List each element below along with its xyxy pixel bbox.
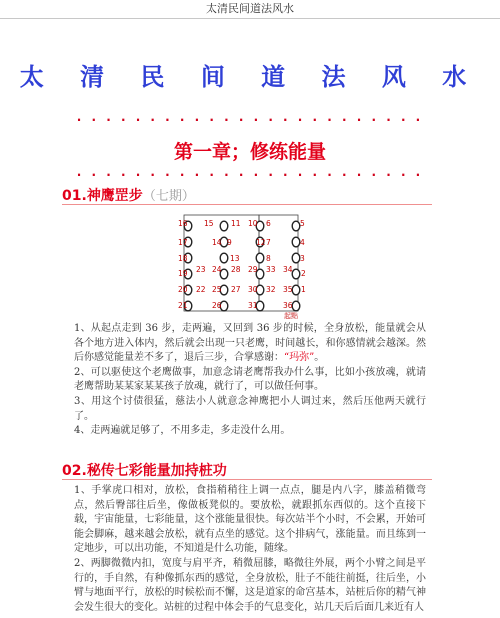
step-label: 35 bbox=[283, 285, 293, 294]
section-1-number: 01. bbox=[62, 188, 87, 204]
step-label: 19 bbox=[178, 269, 188, 278]
step-label: 21 bbox=[178, 301, 188, 310]
start-point-label: 起點 bbox=[284, 312, 298, 320]
step-label: 29 bbox=[248, 265, 258, 274]
step-label: 33 bbox=[266, 265, 276, 274]
step-label: 36 bbox=[283, 301, 293, 310]
step-mark-8 bbox=[256, 253, 264, 263]
step-label: 34 bbox=[283, 265, 293, 274]
step-label: 28 bbox=[231, 265, 241, 274]
step-label: 7 bbox=[266, 238, 271, 247]
section-1-body bbox=[74, 322, 426, 439]
step-label: 1 bbox=[301, 285, 306, 294]
section-1-title: 神鹰罡步 bbox=[86, 188, 143, 204]
section-1-rule bbox=[62, 204, 432, 205]
step-mark-36 bbox=[292, 301, 300, 311]
step-label: 22 bbox=[196, 285, 206, 294]
dotted-separator-bottom: · · · · · · · · · · · · · · · · · · · · · · · · bbox=[76, 168, 424, 182]
document-title: 太 清 民 间 道 法 风 水 bbox=[19, 62, 481, 91]
step-label: 27 bbox=[231, 285, 241, 294]
shenying-step-diagram bbox=[170, 212, 330, 320]
step-label: 2 bbox=[301, 269, 306, 278]
step-label: 31 bbox=[248, 301, 258, 310]
step-mark-11 bbox=[220, 221, 228, 231]
step-label: 15 bbox=[204, 219, 214, 228]
paragraph: 2、两脚微微内扣，宽度与肩平齐，稍微屈膝，略微往外展，两个小臂之间是平行的，手自然，有种像抓东西的感觉，全身放松，肚子不能往前挺，往后坐，小臂与地面平行，放松的时候松而不懈，这是道家的命宫基本，站桩后你的精气神会发生很大的变化。站桩的过程中体会手的气息变化，站几天后后面几来近有人 bbox=[74, 557, 426, 613]
step-label: 32 bbox=[266, 285, 276, 294]
diagram-frame-right bbox=[259, 215, 298, 311]
step-label: 13 bbox=[230, 254, 240, 263]
step-label: 24 bbox=[212, 265, 222, 274]
step-mark-2 bbox=[292, 269, 300, 279]
step-label: 18 bbox=[178, 254, 188, 263]
paragraph: 1、从起点走到 36 步，走两遍，又回到 36 步的时候，全身放松，能量就会从各个地方进入体内，然后就会出现一只老鹰，时间越长，和你感情就会越深。然后你感觉能量差不多了，退后三步，合掌感谢：“玛弥”。 bbox=[74, 323, 426, 364]
step-label: 23 bbox=[196, 265, 206, 274]
step-label: 11 bbox=[231, 219, 241, 228]
step-mark-5 bbox=[292, 221, 300, 231]
paragraph: 3、用这个讨债很猛，慈法小人就意念神鹰把小人调过来，然后压他两天就行了。 bbox=[74, 395, 426, 422]
step-mark-4 bbox=[292, 237, 300, 247]
paragraph: 2、可以驱使这个老鹰做事，加意念请老鹰帮我办什么事，比如小孩放魂，就请老鹰帮助某某家某某孩子放魂，就行了，可以做任何事。 bbox=[74, 366, 426, 393]
step-label: 6 bbox=[266, 219, 271, 228]
section-1-subtitle: （七期） bbox=[142, 189, 195, 204]
step-label: 9 bbox=[227, 238, 232, 247]
header-divider bbox=[0, 18, 500, 19]
step-mark-3 bbox=[292, 253, 300, 263]
section-1-heading bbox=[62, 185, 195, 205]
paragraph: 4、走两遍就足够了，不用多走，多走没什么用。 bbox=[74, 425, 291, 437]
dotted-separator-top: · · · · · · · · · · · · · · · · · · · · · · · · bbox=[76, 113, 424, 127]
step-label: 30 bbox=[248, 285, 258, 294]
header-title: 太清民间道法风水 bbox=[206, 2, 294, 15]
step-label: 5 bbox=[300, 219, 305, 228]
step-label: 17 bbox=[178, 238, 188, 247]
chapter-title: 第一章；修练能量 bbox=[173, 141, 326, 163]
highlight-mantra: “玛弥” bbox=[284, 352, 315, 364]
step-label: 16 bbox=[178, 219, 188, 228]
step-label: 4 bbox=[300, 238, 305, 247]
step-label: 10 bbox=[248, 219, 258, 228]
step-label: 12 bbox=[256, 238, 266, 247]
section-2-heading bbox=[62, 460, 227, 480]
step-label: 14 bbox=[212, 238, 222, 247]
step-label: 3 bbox=[300, 254, 305, 263]
section-2-number: 02. bbox=[62, 463, 87, 479]
paragraph: 1、手掌虎口相对，放松，食指稍稍往上调一点点，腿是内八字，膝盖稍微弯点，然后臀部往后坐，像做板凳似的。要放松，就跟抓东西似的。这个直接下载，宇宙能量，七彩能量，这个涨能量很快。每次站半个小时，不会累，开始可能会脚麻，越来越会放松，就有点坐的感觉。这个排病气，涨能量。而且练到一定地步，可以出功能，不知道是什么功能，随缘。 bbox=[74, 485, 426, 555]
step-label: 8 bbox=[266, 254, 271, 263]
step-label: 20 bbox=[178, 285, 188, 294]
step-mark-1 bbox=[292, 285, 300, 295]
step-mark-13 bbox=[220, 253, 228, 263]
step-label: 26 bbox=[212, 301, 222, 310]
section-2-body bbox=[74, 484, 426, 615]
step-label: 25 bbox=[212, 285, 222, 294]
section-2-title: 秘传七彩能量加持桩功 bbox=[86, 463, 227, 479]
section-2-rule bbox=[62, 479, 432, 480]
